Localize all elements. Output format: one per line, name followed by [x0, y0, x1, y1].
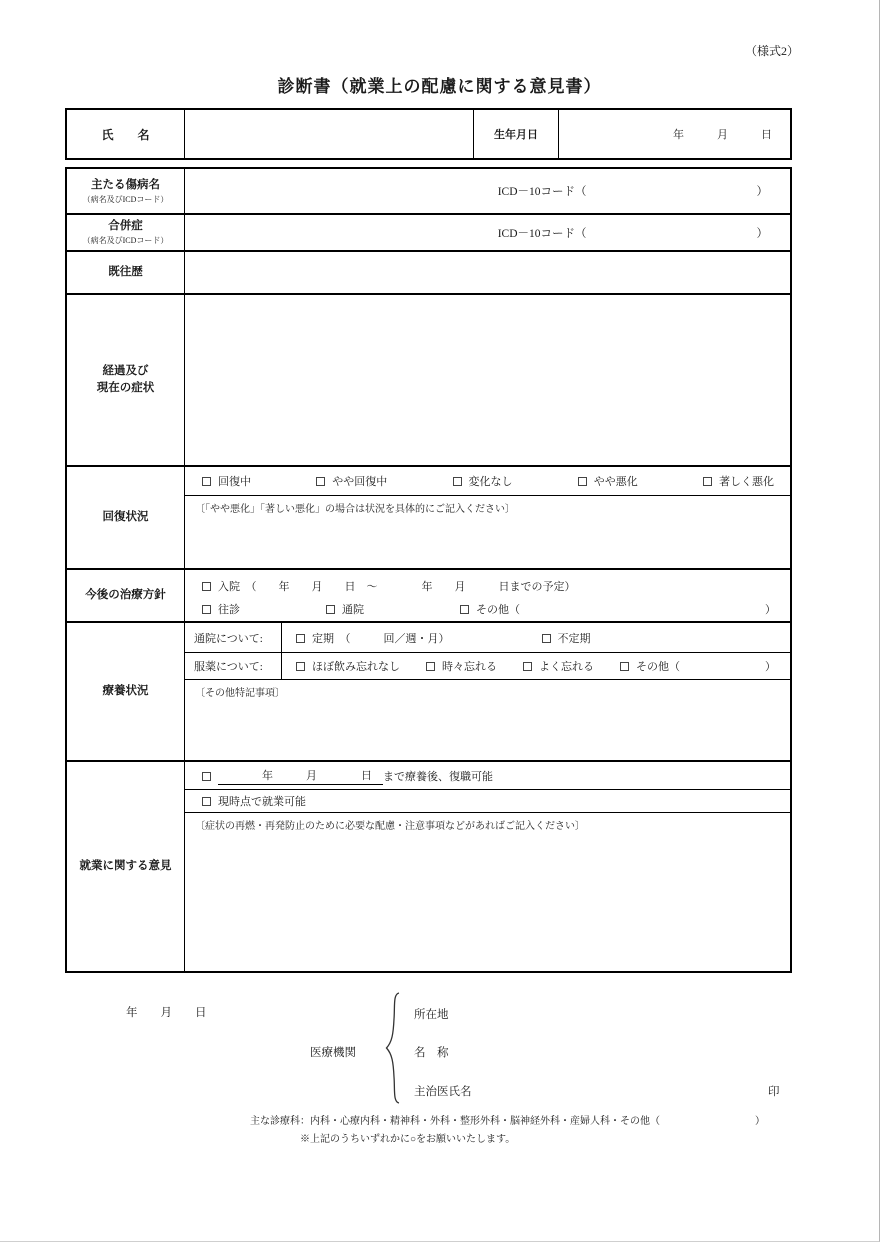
- work-option1-row: 年 月 日 まで療養後、復職可能: [185, 762, 790, 790]
- option-markedly-worse: 著しく悪化: [703, 473, 774, 489]
- option-no-change: 変化なし: [453, 473, 513, 489]
- return-date-input-area[interactable]: 年 月 日: [218, 767, 383, 785]
- recovery-note: 〔「やや悪化」「著しい悪化」の場合は状況を具体的にご記入ください〕: [195, 504, 515, 515]
- option-sometimes-forget: 時々忘れる: [426, 658, 497, 674]
- row-recovery: [67, 467, 790, 570]
- treatment-plan-content: [185, 570, 790, 621]
- recovery-detail-input-area[interactable]: [185, 515, 790, 568]
- checkbox-slightly-worse[interactable]: [578, 477, 587, 486]
- row-progress: [67, 295, 790, 467]
- institution-name-label: 名 称: [414, 1047, 449, 1059]
- checkbox-no-change[interactable]: [453, 477, 462, 486]
- complication-label: 合併症 （病名及びICDコード）: [67, 215, 185, 250]
- page-title: 診断書（就業上の配慮に関する意見書）: [277, 77, 602, 96]
- history-label: 既往歴: [67, 252, 185, 293]
- name-input-area[interactable]: [185, 110, 474, 158]
- brace-icon: [384, 991, 402, 1110]
- complication-input-area[interactable]: ICD－10コード（ ）: [185, 215, 790, 250]
- progress-label: 経過及び 現在の症状: [67, 295, 185, 465]
- checkbox-often-forget[interactable]: [523, 662, 532, 671]
- checkbox-other-treatment[interactable]: [460, 605, 469, 614]
- row-main-disease: [67, 169, 790, 215]
- complication-sublabel: （病名及びICDコード）: [82, 236, 169, 246]
- option-recovering: 回復中: [202, 473, 251, 489]
- checkbox-recovering[interactable]: [202, 477, 211, 486]
- option-outpatient: 通院: [326, 601, 364, 617]
- option-slightly-recovering: やや回復中: [316, 473, 387, 489]
- form-code-label: （様式2）: [745, 44, 800, 58]
- main-form-table: [65, 167, 792, 973]
- option-other-medication: その他（: [620, 658, 680, 674]
- option-regular-visit: 定期 （ 回／週・月）: [296, 630, 450, 646]
- care-status-content: [185, 623, 790, 760]
- option-house-call: 往診: [202, 601, 240, 617]
- main-disease-sublabel: （病名及びICDコード）: [82, 194, 169, 204]
- dob-value-area[interactable]: 年 月 日: [673, 129, 772, 141]
- name-label: 氏 名: [67, 110, 185, 158]
- main-disease-input-area[interactable]: ICD－10コード（ ）: [185, 169, 790, 213]
- option-irregular-visit: 不定期: [542, 630, 591, 646]
- recovery-options-row: [185, 467, 790, 496]
- visit-row: [185, 623, 790, 653]
- institution-address-label: 所在地: [414, 1009, 449, 1021]
- issue-date[interactable]: 年 月 日: [126, 1007, 207, 1019]
- checkbox-hospitalization[interactable]: [202, 582, 211, 591]
- checkbox-regular-visit[interactable]: [296, 634, 305, 643]
- checkbox-sometimes-forget[interactable]: [426, 662, 435, 671]
- checkbox-outpatient[interactable]: [326, 605, 335, 614]
- checkbox-house-call[interactable]: [202, 605, 211, 614]
- row-treatment-plan: [67, 570, 790, 623]
- care-status-label: 療養状況: [67, 623, 185, 760]
- treatment-plan-line1: 入院 （ 年 月 日 ～ 年 月 日までの予定）: [202, 574, 790, 598]
- work-option2-row: 現時点で就業可能: [185, 790, 790, 813]
- checkbox-return-after-care[interactable]: [202, 772, 211, 781]
- recovery-content: [185, 467, 790, 568]
- dob-label: 生年月日: [474, 110, 559, 158]
- visit-label: 通院について:: [185, 623, 282, 652]
- medication-row: 服薬について: ほぼ飲み忘れなし 時々忘れる よく忘れる その他（ ）: [185, 653, 790, 680]
- row-history: [67, 252, 790, 295]
- checkbox-irregular-visit[interactable]: [542, 634, 551, 643]
- medical-institution-label: 医療機関: [310, 1047, 356, 1059]
- option-rarely-forget: ほぼ飲み忘れなし: [296, 658, 400, 674]
- treatment-plan-line2: 往診 通院 その他（ ）: [202, 598, 790, 622]
- row-complication: [67, 215, 790, 252]
- work-opinion-input-area[interactable]: [185, 832, 790, 971]
- checkbox-rarely-forget[interactable]: [296, 662, 305, 671]
- name-dob-table: [65, 108, 792, 160]
- main-disease-label: 主たる傷病名 （病名及びICDコード）: [67, 169, 185, 213]
- care-status-note: 〔その他特記事項〕: [195, 688, 285, 699]
- option-other-treatment: その他（: [460, 601, 520, 617]
- departments-line: 主な診療科：内科・心療内科・精神科・外科・整形外科・脳神経外科・産婦人科・その他（ ）: [250, 1112, 765, 1127]
- row-work-opinion: [67, 762, 790, 971]
- history-input-area[interactable]: [185, 252, 790, 293]
- row-care-status: [67, 623, 790, 762]
- option-slightly-worse: やや悪化: [578, 473, 638, 489]
- work-opinion-content: [185, 762, 790, 971]
- checkbox-can-work-now[interactable]: [202, 797, 211, 806]
- treatment-plan-label: 今後の治療方針: [67, 570, 185, 621]
- checkbox-other-medication[interactable]: [620, 662, 629, 671]
- care-status-input-area[interactable]: [185, 699, 790, 760]
- icd10-code-label: ICD－10コード（: [497, 227, 587, 240]
- icd10-code-label: ICD－10コード（: [497, 186, 587, 198]
- doctor-name-label: 主治医氏名: [414, 1086, 472, 1098]
- checkbox-slightly-recovering[interactable]: [316, 477, 325, 486]
- option-often-forget: よく忘れる: [523, 658, 594, 674]
- work-opinion-label: 就業に関する意見: [67, 762, 185, 971]
- seal-label: 印: [768, 1086, 780, 1098]
- work-opinion-note: 〔症状の再燃・再発防止のために必要な配慮・注意事項などがあればご記入ください〕: [195, 821, 585, 832]
- departments-other-input-area[interactable]: [660, 1112, 755, 1127]
- medication-label: 服薬について:: [185, 653, 282, 679]
- departments-note: ※上記のうちいずれかに○をお願いいたします。: [300, 1134, 516, 1145]
- checkbox-markedly-worse[interactable]: [703, 477, 712, 486]
- recovery-label: 回復状況: [67, 467, 185, 568]
- progress-input-area[interactable]: [185, 295, 790, 465]
